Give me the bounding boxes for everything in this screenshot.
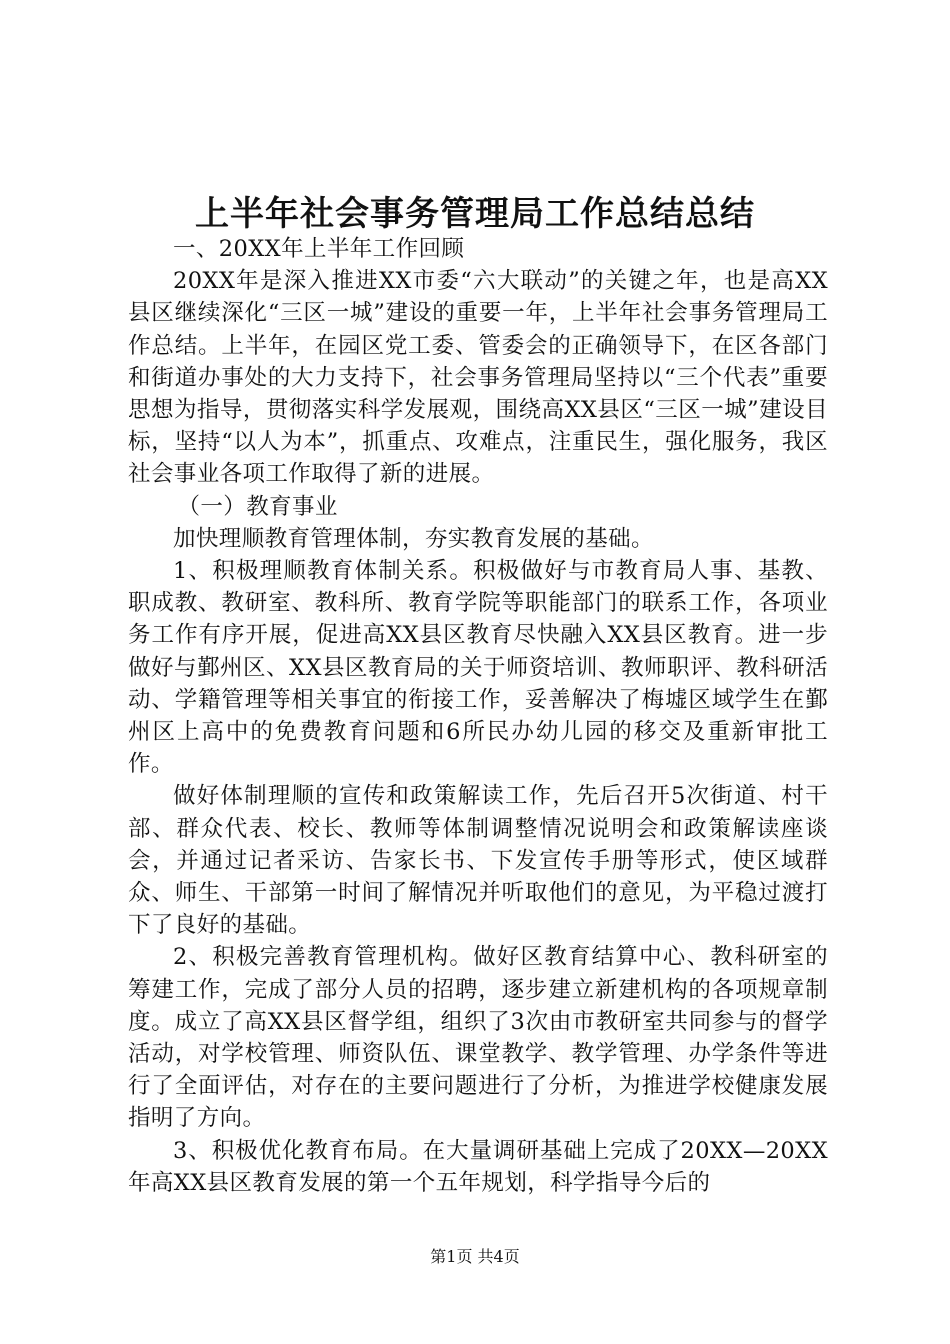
- page-number-footer: 第1页 共4页: [430, 1247, 520, 1266]
- body-paragraph: 3、积极优化教育布局。在大量调研基础上完成了20XX—20XX年高XX县区教育发展的第一个五年规划，科学指导今后的: [128, 1137, 828, 1196]
- document-body: [128, 233, 828, 1199]
- body-paragraph: 2、积极完善教育管理机构。做好区教育结算中心、教科研室的筹建工作，完成了部分人员的招聘，逐步建立新建机构的各项规章制度。成立了高XX县区督学组，组织了3次由市教研室共同参与的督学活动，对学校管理、师资队伍、课堂教学、教学管理、办学条件等进行了全面评估，对存在的主要问题进行了分析，为推进学校健康发展指明了方向。: [128, 944, 828, 1132]
- subsection-heading: （一）教育事业: [177, 493, 338, 520]
- body-paragraph: 1、积极理顺教育体制关系。积极做好与市教育局人事、基教、职成教、教研室、教科所、教育学院等职能部门的联系工作，各项业务工作有序开展，促进高XX县区教育尽快融入XX县区教育。进一步做好与鄞州区、XX县区教育局的关于师资培训、教师职评、教科研活动、学籍管理等相关事宜的衔接工作，妥善解决了梅墟区域学生在鄞州区上高中的免费教育问题和6所民办幼儿园的移交及重新审批工作。: [128, 558, 828, 778]
- section-heading: 一、20XX年上半年工作回顾: [173, 236, 465, 262]
- body-paragraph: 做好体制理顺的宣传和政策解读工作，先后召开5次街道、村干部、群众代表、校长、教师等体制调整情况说明会和政策解读座谈会，并通过记者采访、告家长书、下发宣传手册等形式，使区域群众、师生、干部第一时间了解情况并听取他们的意见，为平稳过渡打下了良好的基础。: [128, 783, 828, 939]
- body-paragraph: 20XX年是深入推进XX市委“六大联动”的关键之年，也是高XX县区继续深化“三区一城”建设的重要一年，上半年社会事务管理局工作总结。上半年，在园区党工委、管委会的正确领导下，在区各部门和街道办事处的大力支持下，社会事务管理局坚持以“三个代表”重要思想为指导，贯彻落实科学发展观，围绕高XX县区“三区一城”建设目标，坚持“以人为本”，抓重点、攻难点，注重民生，强化服务，我区社会事业各项工作取得了新的进展。: [128, 268, 828, 488]
- document-title: 上半年社会事务管理局工作总结总结: [195, 194, 755, 234]
- body-paragraph: 加快理顺教育管理体制，夯实教育发展的基础。: [173, 525, 654, 552]
